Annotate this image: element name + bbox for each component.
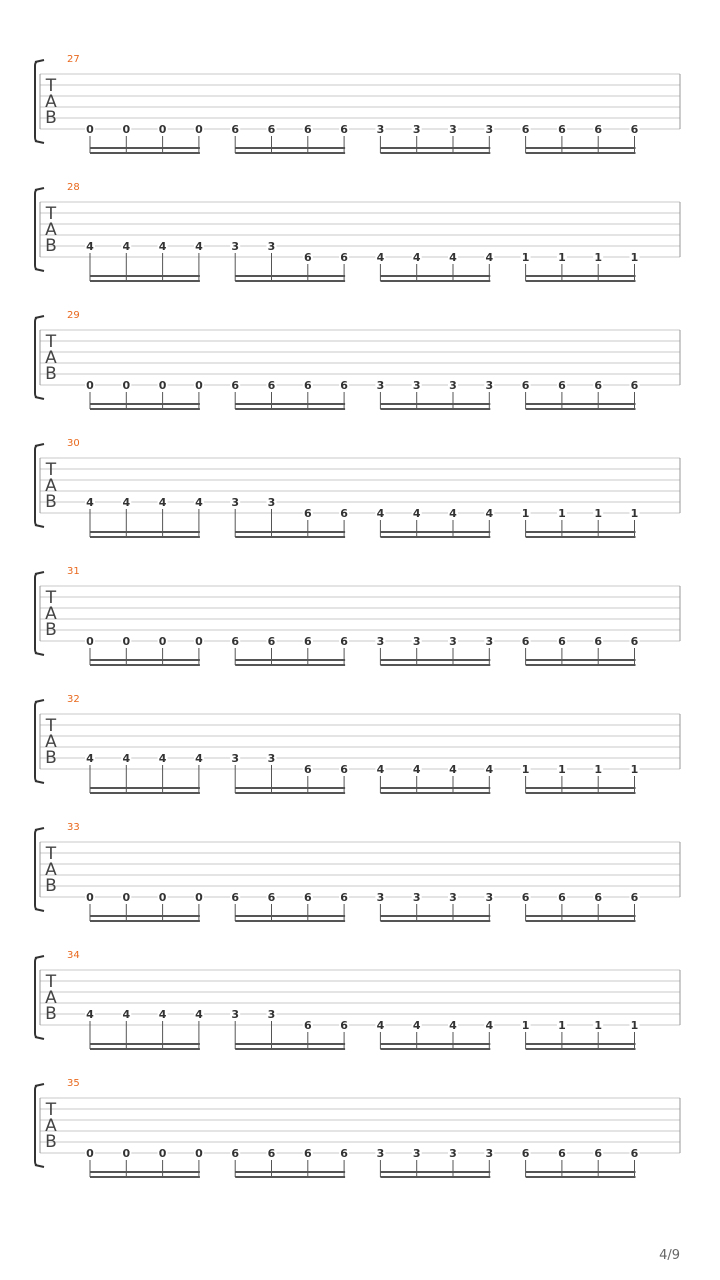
beam-primary	[90, 403, 200, 405]
fret-number: 6	[521, 635, 530, 648]
beam-secondary	[90, 152, 200, 154]
tab-system	[35, 822, 680, 922]
system-bracket	[35, 830, 37, 909]
fret-number: 6	[630, 635, 639, 648]
fret-number: 0	[195, 891, 203, 904]
beam-primary	[380, 915, 490, 917]
beam-primary	[380, 1043, 490, 1045]
fret-number: 4	[412, 251, 421, 264]
beam-secondary	[380, 792, 490, 794]
beam-primary	[380, 275, 490, 277]
fret-number: 0	[158, 123, 167, 136]
beam-primary	[380, 531, 490, 533]
fret-number: 3	[412, 635, 421, 648]
beam-secondary	[235, 536, 345, 538]
beam-primary	[235, 403, 345, 405]
fret-number: 3	[485, 1147, 494, 1160]
tab-clef-letter: A	[45, 988, 57, 1008]
fret-number: 3	[267, 240, 276, 253]
beam-primary	[526, 659, 636, 661]
beam-primary	[235, 531, 345, 533]
beam-secondary	[380, 536, 490, 538]
fret-number: 6	[594, 891, 603, 904]
fret-number: 3	[485, 635, 494, 648]
beam-primary	[235, 147, 345, 149]
beam-secondary	[526, 1048, 636, 1050]
fret-number: 6	[231, 123, 240, 136]
beam-primary	[90, 787, 200, 789]
fret-number: 1	[558, 251, 566, 264]
fret-number: 4	[376, 763, 385, 776]
fret-number: 6	[303, 763, 312, 776]
beam-primary	[526, 1171, 636, 1173]
fret-number: 4	[122, 752, 131, 765]
measure-number: 27	[67, 54, 80, 65]
fret-number: 1	[630, 763, 639, 776]
fret-number: 4	[122, 240, 131, 253]
fret-number: 6	[630, 1147, 639, 1160]
fret-number: 3	[267, 496, 276, 509]
fret-number: 1	[630, 1019, 639, 1032]
tab-clef-letter: A	[45, 860, 57, 880]
beam-primary	[235, 1043, 345, 1045]
beam-secondary	[526, 920, 636, 922]
fret-number: 0	[86, 379, 94, 392]
fret-number: 4	[376, 507, 385, 520]
measure-number: 28	[67, 182, 80, 193]
fret-number: 4	[485, 1019, 494, 1032]
bracket-top-hook	[35, 60, 44, 62]
beam-primary	[90, 1043, 200, 1045]
fret-number: 4	[122, 1008, 131, 1021]
bracket-top-hook	[35, 188, 44, 190]
fret-number: 6	[303, 891, 312, 904]
tab-clef-letter: T	[45, 588, 57, 608]
measure-number: 30	[67, 438, 80, 449]
fret-number: 4	[376, 1019, 385, 1032]
fret-number: 3	[376, 891, 385, 904]
fret-number: 4	[485, 251, 494, 264]
beam-secondary	[90, 792, 200, 794]
bracket-bottom-hook	[35, 141, 44, 143]
bracket-top-hook	[35, 316, 44, 318]
measure-number: 32	[67, 694, 80, 705]
fret-number: 4	[449, 507, 457, 520]
bracket-top-hook	[35, 828, 44, 830]
fret-number: 6	[231, 379, 240, 392]
bracket-bottom-hook	[35, 781, 44, 783]
tab-clef-letter: A	[45, 348, 57, 368]
fret-number: 3	[376, 379, 385, 392]
beam-secondary	[90, 1176, 200, 1178]
fret-number: 6	[521, 891, 530, 904]
bracket-top-hook	[35, 700, 44, 702]
fret-number: 3	[449, 891, 457, 904]
beam-secondary	[235, 408, 345, 410]
fret-number: 4	[195, 752, 203, 765]
beam-secondary	[526, 408, 636, 410]
fret-number: 1	[594, 251, 603, 264]
tab-clef-letter: B	[45, 364, 57, 384]
beam-secondary	[526, 280, 636, 282]
fret-number: 0	[195, 1147, 203, 1160]
tab-clef-letter: B	[45, 620, 57, 640]
fret-number: 3	[376, 123, 385, 136]
beam-secondary	[526, 792, 636, 794]
fret-number: 3	[376, 1147, 385, 1160]
tab-system	[35, 54, 680, 154]
fret-number: 3	[449, 123, 457, 136]
fret-number: 0	[86, 1147, 94, 1160]
beam-secondary	[526, 664, 636, 666]
bracket-bottom-hook	[35, 909, 44, 911]
fret-number: 1	[521, 763, 530, 776]
fret-number: 6	[340, 891, 348, 904]
beam-primary	[90, 915, 200, 917]
fret-number: 4	[86, 1008, 94, 1021]
tab-clef-letter: T	[45, 1100, 57, 1120]
tab-system	[35, 438, 680, 538]
fret-number: 3	[449, 379, 457, 392]
fret-number: 6	[303, 635, 312, 648]
beam-secondary	[235, 1048, 345, 1050]
tab-clef-letter: B	[45, 1132, 57, 1152]
bracket-bottom-hook	[35, 653, 44, 655]
tab-clef-letter: A	[45, 92, 57, 112]
fret-number: 6	[303, 507, 312, 520]
tab-clef-letter: B	[45, 1004, 57, 1024]
system-bracket	[35, 574, 37, 653]
tab-clef-letter: A	[45, 1116, 57, 1136]
fret-number: 4	[412, 507, 421, 520]
fret-number: 1	[521, 507, 530, 520]
beam-primary	[380, 659, 490, 661]
fret-number: 6	[303, 1019, 312, 1032]
fret-number: 6	[303, 1147, 312, 1160]
fret-number: 4	[158, 752, 167, 765]
beam-primary	[235, 275, 345, 277]
measure-number: 34	[67, 950, 80, 961]
beam-secondary	[380, 280, 490, 282]
beam-secondary	[90, 1048, 200, 1050]
fret-number: 3	[485, 891, 494, 904]
fret-number: 6	[231, 1147, 240, 1160]
tab-system	[35, 1078, 680, 1178]
fret-number: 4	[449, 763, 457, 776]
fret-number: 6	[267, 1147, 276, 1160]
fret-number: 1	[630, 251, 639, 264]
tab-clef-letter: T	[45, 204, 57, 224]
system-bracket	[35, 1086, 37, 1165]
tab-clef-letter: T	[45, 332, 57, 352]
fret-number: 4	[412, 763, 421, 776]
fret-number: 0	[122, 891, 131, 904]
beam-primary	[90, 275, 200, 277]
system-bracket	[35, 190, 37, 269]
fret-number: 6	[340, 507, 348, 520]
beam-primary	[380, 403, 490, 405]
beam-primary	[526, 275, 636, 277]
beam-primary	[526, 147, 636, 149]
fret-number: 3	[412, 891, 421, 904]
fret-number: 6	[594, 1147, 603, 1160]
fret-number: 3	[449, 1147, 457, 1160]
tab-clef-letter: T	[45, 972, 57, 992]
fret-number: 4	[158, 496, 167, 509]
measure-number: 31	[67, 566, 80, 577]
system-bracket	[35, 318, 37, 397]
fret-number: 3	[449, 635, 457, 648]
beam-primary	[380, 147, 490, 149]
fret-number: 0	[195, 635, 203, 648]
tab-system	[35, 310, 680, 410]
beam-secondary	[526, 1176, 636, 1178]
beam-secondary	[380, 664, 490, 666]
fret-number: 4	[158, 240, 167, 253]
beam-secondary	[380, 152, 490, 154]
fret-number: 6	[558, 123, 566, 136]
fret-number: 3	[231, 752, 240, 765]
fret-number: 6	[594, 379, 603, 392]
fret-number: 4	[195, 1008, 203, 1021]
fret-number: 6	[303, 251, 312, 264]
beam-secondary	[380, 1176, 490, 1178]
fret-number: 1	[594, 507, 603, 520]
tab-system	[35, 566, 680, 666]
tab-system	[35, 182, 680, 282]
fret-number: 1	[594, 763, 603, 776]
beam-primary	[90, 531, 200, 533]
tab-clef-letter: T	[45, 716, 57, 736]
beam-primary	[380, 1171, 490, 1173]
fret-number: 1	[630, 507, 639, 520]
beam-secondary	[235, 920, 345, 922]
tab-clef-letter: B	[45, 236, 57, 256]
tab-clef-letter: A	[45, 476, 57, 496]
beam-secondary	[526, 536, 636, 538]
tab-clef-letter: A	[45, 604, 57, 624]
beam-secondary	[235, 152, 345, 154]
tab-system	[35, 950, 680, 1050]
beam-primary	[235, 1171, 345, 1173]
beam-primary	[526, 1043, 636, 1045]
beam-secondary	[380, 408, 490, 410]
fret-number: 3	[267, 1008, 276, 1021]
fret-number: 0	[86, 635, 94, 648]
beam-primary	[90, 659, 200, 661]
beam-secondary	[235, 792, 345, 794]
beam-primary	[526, 915, 636, 917]
fret-number: 6	[521, 379, 530, 392]
tab-clef-letter: A	[45, 220, 57, 240]
fret-number: 0	[122, 123, 131, 136]
fret-number: 6	[231, 635, 240, 648]
fret-number: 6	[558, 891, 566, 904]
tab-clef-letter: T	[45, 460, 57, 480]
fret-number: 4	[485, 763, 494, 776]
beam-secondary	[90, 408, 200, 410]
fret-number: 6	[303, 379, 312, 392]
beam-primary	[90, 1171, 200, 1173]
beam-secondary	[380, 920, 490, 922]
bracket-top-hook	[35, 1084, 44, 1086]
fret-number: 0	[122, 1147, 131, 1160]
fret-number: 3	[412, 123, 421, 136]
fret-number: 6	[340, 635, 348, 648]
fret-number: 6	[630, 123, 639, 136]
fret-number: 6	[558, 1147, 566, 1160]
tab-system	[35, 694, 680, 794]
fret-number: 0	[158, 635, 167, 648]
tab-clef-letter: B	[45, 748, 57, 768]
fret-number: 4	[376, 251, 385, 264]
fret-number: 3	[231, 240, 240, 253]
fret-number: 1	[594, 1019, 603, 1032]
fret-number: 6	[267, 123, 276, 136]
beam-primary	[526, 403, 636, 405]
fret-number: 6	[231, 891, 240, 904]
fret-number: 0	[86, 123, 94, 136]
fret-number: 6	[340, 123, 348, 136]
fret-number: 4	[158, 1008, 167, 1021]
fret-number: 1	[558, 1019, 566, 1032]
fret-number: 4	[122, 496, 131, 509]
fret-number: 6	[594, 635, 603, 648]
fret-number: 4	[449, 1019, 457, 1032]
beam-secondary	[235, 1176, 345, 1178]
fret-number: 6	[558, 379, 566, 392]
system-bracket	[35, 62, 37, 141]
beam-secondary	[526, 152, 636, 154]
fret-number: 0	[86, 891, 94, 904]
beam-secondary	[235, 664, 345, 666]
fret-number: 0	[122, 635, 131, 648]
fret-number: 6	[340, 379, 348, 392]
fret-number: 6	[340, 763, 348, 776]
beam-secondary	[380, 1048, 490, 1050]
measure-number: 35	[67, 1078, 80, 1089]
tab-clef-letter: B	[45, 492, 57, 512]
fret-number: 3	[267, 752, 276, 765]
beam-primary	[235, 659, 345, 661]
fret-number: 1	[521, 251, 530, 264]
fret-number: 6	[630, 891, 639, 904]
beam-primary	[526, 531, 636, 533]
fret-number: 6	[630, 379, 639, 392]
measure-number: 33	[67, 822, 80, 833]
beam-secondary	[90, 920, 200, 922]
fret-number: 3	[231, 496, 240, 509]
fret-number: 0	[195, 379, 203, 392]
beam-secondary	[90, 664, 200, 666]
fret-number: 0	[122, 379, 131, 392]
beam-primary	[235, 915, 345, 917]
fret-number: 4	[86, 240, 94, 253]
fret-number: 3	[485, 123, 494, 136]
fret-number: 4	[86, 752, 94, 765]
bracket-top-hook	[35, 956, 44, 958]
beam-secondary	[90, 280, 200, 282]
fret-number: 0	[158, 1147, 167, 1160]
fret-number: 4	[86, 496, 94, 509]
page-number: 4/9	[659, 1248, 680, 1263]
fret-number: 6	[340, 1019, 348, 1032]
fret-number: 6	[521, 123, 530, 136]
bracket-bottom-hook	[35, 269, 44, 271]
fret-number: 6	[340, 251, 348, 264]
fret-number: 0	[158, 891, 167, 904]
fret-number: 0	[158, 379, 167, 392]
fret-number: 3	[376, 635, 385, 648]
fret-number: 4	[195, 240, 203, 253]
fret-number: 6	[558, 635, 566, 648]
bracket-bottom-hook	[35, 397, 44, 399]
system-bracket	[35, 958, 37, 1037]
fret-number: 6	[594, 123, 603, 136]
fret-number: 1	[521, 1019, 530, 1032]
fret-number: 1	[558, 507, 566, 520]
fret-number: 6	[303, 123, 312, 136]
fret-number: 3	[485, 379, 494, 392]
fret-number: 6	[521, 1147, 530, 1160]
fret-number: 0	[195, 123, 203, 136]
bracket-top-hook	[35, 444, 44, 446]
beam-secondary	[235, 280, 345, 282]
fret-number: 6	[267, 379, 276, 392]
system-bracket	[35, 702, 37, 781]
beam-primary	[526, 787, 636, 789]
fret-number: 4	[412, 1019, 421, 1032]
tab-clef-letter: A	[45, 732, 57, 752]
tab-clef-letter: B	[45, 108, 57, 128]
tab-clef-letter: T	[45, 844, 57, 864]
bracket-bottom-hook	[35, 1037, 44, 1039]
fret-number: 3	[412, 1147, 421, 1160]
fret-number: 4	[449, 251, 457, 264]
bracket-bottom-hook	[35, 1165, 44, 1167]
fret-number: 1	[558, 763, 566, 776]
beam-primary	[235, 787, 345, 789]
beam-primary	[380, 787, 490, 789]
system-bracket	[35, 446, 37, 525]
fret-number: 6	[267, 891, 276, 904]
tab-clef-letter: B	[45, 876, 57, 896]
fret-number: 4	[195, 496, 203, 509]
tab-clef-letter: T	[45, 76, 57, 96]
bracket-bottom-hook	[35, 525, 44, 527]
fret-number: 6	[340, 1147, 348, 1160]
beam-secondary	[90, 536, 200, 538]
fret-number: 6	[267, 635, 276, 648]
measure-number: 29	[67, 310, 80, 321]
bracket-top-hook	[35, 572, 44, 574]
fret-number: 4	[485, 507, 494, 520]
fret-number: 3	[231, 1008, 240, 1021]
fret-number: 3	[412, 379, 421, 392]
beam-primary	[90, 147, 200, 149]
